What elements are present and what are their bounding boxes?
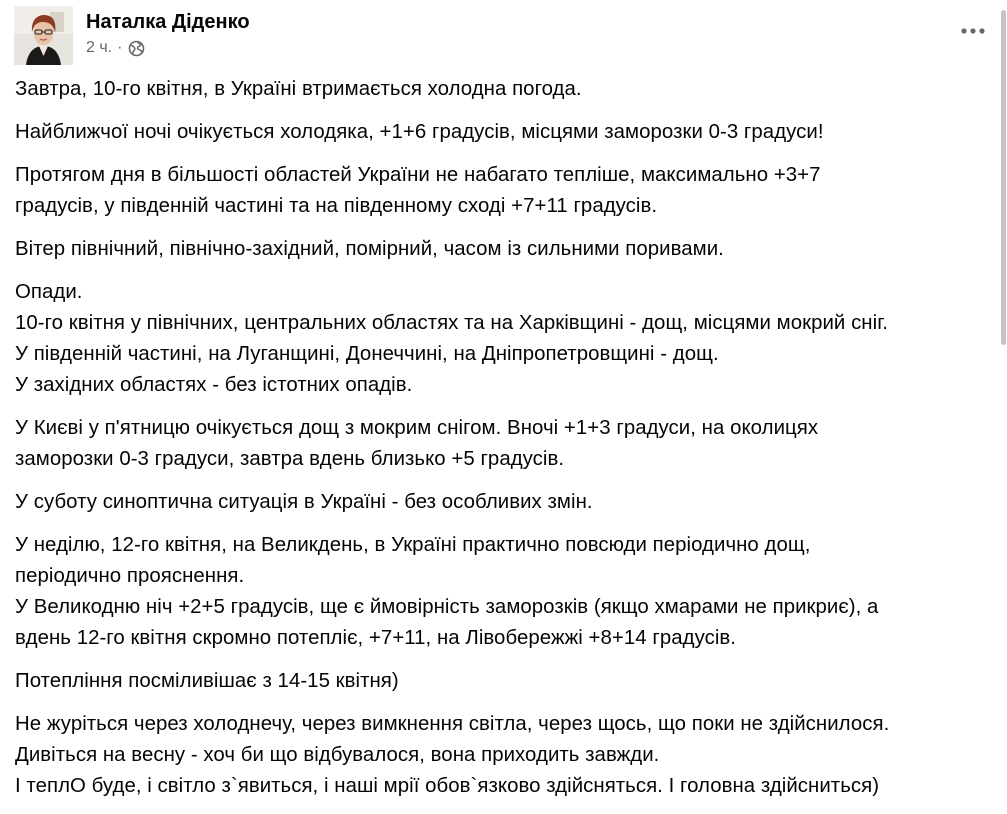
post-paragraph [15, 413, 995, 475]
post-text-line: Потепління посміливішає з 14-15 квітня) [15, 670, 399, 692]
scrollbar-thumb[interactable] [1001, 10, 1006, 345]
more-options-button[interactable] [951, 13, 995, 49]
post-paragraph [15, 234, 995, 265]
post-paragraph [15, 74, 995, 105]
post-text-line: заморозки 0-3 градуси, завтра вдень близько +5 градусів. [15, 448, 565, 470]
author-name[interactable]: Наталка Діденко [86, 11, 250, 33]
post-text-line: Вітер північний, північно-західний, помірний, часом із сильними поривами. [15, 238, 724, 260]
post-paragraph [15, 487, 995, 518]
post-timestamp[interactable]: 2 ч. [86, 39, 113, 56]
avatar[interactable] [14, 6, 73, 65]
post-paragraph [15, 709, 995, 802]
post-text-line: Дивіться на весну - хоч би що відбувалося, вона приходить завжди. [15, 744, 660, 766]
post-text-line: вдень 12-го квітня скромно потепліє, +7+11, на Лівобережжі +8+14 градусів. [15, 627, 737, 649]
scrollbar[interactable] [999, 0, 1007, 768]
post-meta [86, 38, 145, 58]
meta-separator: · [117, 39, 123, 56]
post-text-line: 10-го квітня у північних, центральних областях та на Харківщині - дощ, місцями мокрий сніг. [15, 312, 888, 334]
post-text-line: У південній частині, на Луганщині, Донеччині, на Дніпропетровщині - дощ. [15, 343, 719, 365]
post-text [15, 74, 995, 814]
post-text-line: У Києві у п'ятницю очікується дощ з мокрим снігом. Вночі +1+3 градуси, на околицях [15, 417, 819, 439]
post-text-line: Не журіться через холоднечу, через вимкнення світла, через щось, що поки не здійснилося. [15, 713, 890, 735]
post-text-line: Завтра, 10-го квітня, в Україні втримається холодна погода. [15, 78, 582, 100]
post-text-line: У Великодню ніч +2+5 градусів, ще є ймовірність заморозків (якщо хмарами не прикриє), а [15, 596, 879, 618]
post-paragraph [15, 117, 995, 148]
post-text-line: І теплО буде, і світло з`явиться, і наші мрії обов`язково здійсняться. І головна здійсниться) [15, 775, 880, 797]
post-paragraph [15, 160, 995, 222]
post-text-line: Опади. [15, 281, 83, 303]
post-text-line: періодично прояснення. [15, 565, 245, 587]
post-paragraph [15, 530, 995, 654]
more-horizontal-icon [960, 27, 986, 35]
post-text-line: Найближчої ночі очікується холодяка, +1+6 градусів, місцями заморозки 0-3 градуси! [15, 121, 824, 143]
post-paragraph [15, 666, 995, 697]
post-text-line: Протягом дня в більшості областей України не набагато тепліше, максимально +3+7 [15, 164, 821, 186]
post-text-line: У суботу синоптична ситуація в Україні - без особливих змін. [15, 491, 593, 513]
globe-icon [128, 40, 145, 57]
post-paragraph [15, 277, 995, 401]
avatar-image [14, 6, 73, 65]
post-text-line: У неділю, 12-го квітня, на Великдень, в Україні практично повсюди періодично дощ, [15, 534, 811, 556]
post-text-line: У західних областях - без істотних опадів. [15, 374, 413, 396]
post-text-line: градусів, у південній частині та на південному сході +7+11 градусів. [15, 195, 658, 217]
